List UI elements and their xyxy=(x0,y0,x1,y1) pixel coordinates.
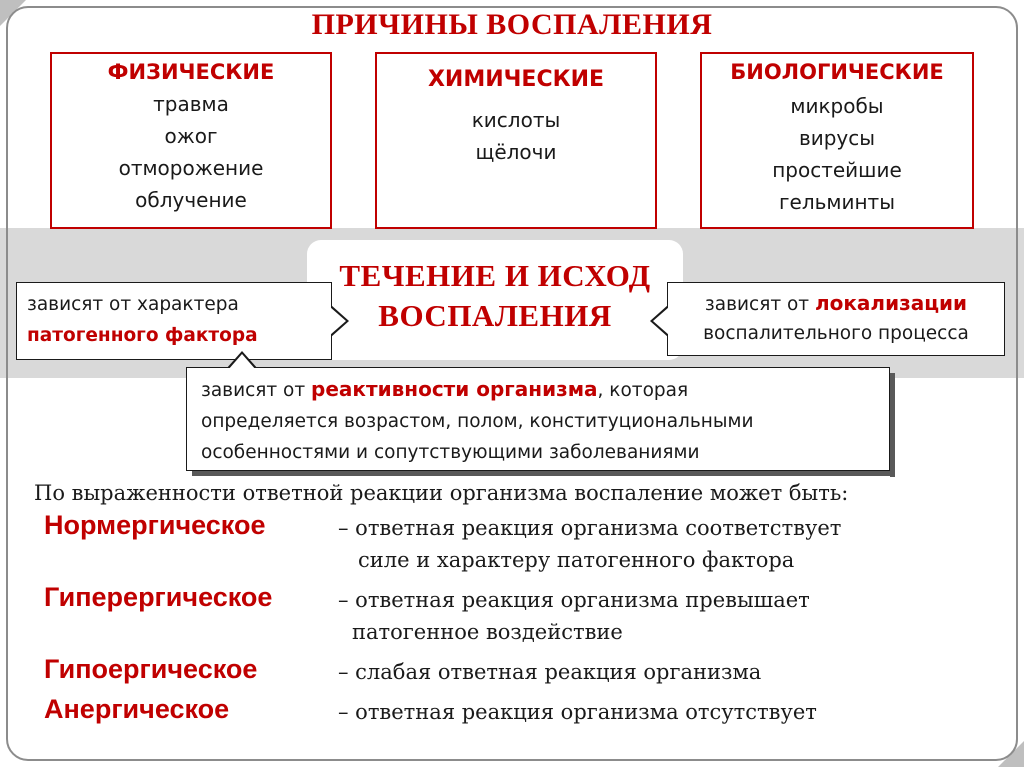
cause-heading: ФИЗИЧЕСКИЕ xyxy=(107,60,275,84)
reaction-type-desc: – ответная реакция организма отсутствует xyxy=(338,700,817,724)
callout-highlight: патогенного фактора xyxy=(27,325,258,346)
course-title-line: ВОСПАЛЕНИЯ xyxy=(378,298,612,333)
callout-text: зависят от характера xyxy=(27,294,239,315)
reaction-type-desc: – ответная реакция организма соответствует xyxy=(338,516,842,540)
callout-pointer-up-fill xyxy=(228,354,256,370)
reaction-type-desc: – слабая ответная реакция организма xyxy=(338,660,762,684)
callout-text: воспалительного процесса xyxy=(703,323,969,344)
reaction-type-hypoergic xyxy=(34,654,994,694)
reaction-type-name: Гиперергическое xyxy=(44,582,273,612)
reaction-type-anergic xyxy=(34,694,994,734)
reaction-intro: По выраженности ответной реакции организма воспаление может быть: xyxy=(34,481,849,505)
callout-text: определяется возрастом, полом, конституциональными xyxy=(201,411,754,432)
cause-box-biological xyxy=(700,52,974,229)
reaction-section xyxy=(34,476,994,734)
reaction-type-name: Нормергическое xyxy=(44,510,266,540)
course-outcome-box xyxy=(307,240,683,360)
cause-item: микробы xyxy=(790,94,884,118)
callout-highlight: реактивности организма xyxy=(311,377,598,401)
cause-item: ожог xyxy=(164,124,218,148)
cause-item: травма xyxy=(153,92,229,116)
reaction-type-desc-cont: силе и характеру патогенного фактора xyxy=(358,548,795,572)
cause-item: отморожение xyxy=(118,156,264,180)
callout-reactivity xyxy=(186,367,890,471)
reaction-type-normergic xyxy=(34,510,994,582)
page-title: ПРИЧИНЫ ВОСПАЛЕНИЯ xyxy=(311,8,713,41)
cause-heading: ХИМИЧЕСКИЕ xyxy=(427,67,605,92)
cause-heading: БИОЛОГИЧЕСКИЕ xyxy=(730,60,944,84)
cause-item: вирусы xyxy=(798,126,876,150)
cause-item: щёлочи xyxy=(475,140,557,164)
cause-item: облучение xyxy=(135,188,247,212)
cause-box-physical xyxy=(50,52,332,229)
reaction-type-hyperergic xyxy=(34,582,994,654)
callout-text: особенностями и сопутствующими заболеваниями xyxy=(201,442,700,463)
reaction-type-name: Гипоергическое xyxy=(44,654,258,684)
callout-localization xyxy=(667,282,1005,356)
cause-item: кислоты xyxy=(471,108,561,132)
reaction-type-desc: – ответная реакция организма превышает xyxy=(338,588,810,612)
cause-item: гельминты xyxy=(779,190,895,214)
callout-pointer-left-fill xyxy=(330,307,346,335)
callout-pointer-right-fill xyxy=(653,307,669,335)
reaction-type-desc-cont: патогенное воздействие xyxy=(352,620,623,644)
reaction-type-name: Анергическое xyxy=(44,694,230,724)
callout-highlight: локализации xyxy=(814,291,968,315)
callout-shadow xyxy=(890,373,895,477)
callout-text: зависят от xyxy=(704,294,810,315)
callout-text: , которая xyxy=(597,380,689,401)
course-title-line: ТЕЧЕНИЕ И ИСХОД xyxy=(339,258,651,293)
cause-item: простейшие xyxy=(772,158,902,182)
callout-text: зависят от xyxy=(201,380,306,401)
cause-box-chemical xyxy=(375,52,657,229)
callout-pathogen-factor xyxy=(16,282,332,360)
